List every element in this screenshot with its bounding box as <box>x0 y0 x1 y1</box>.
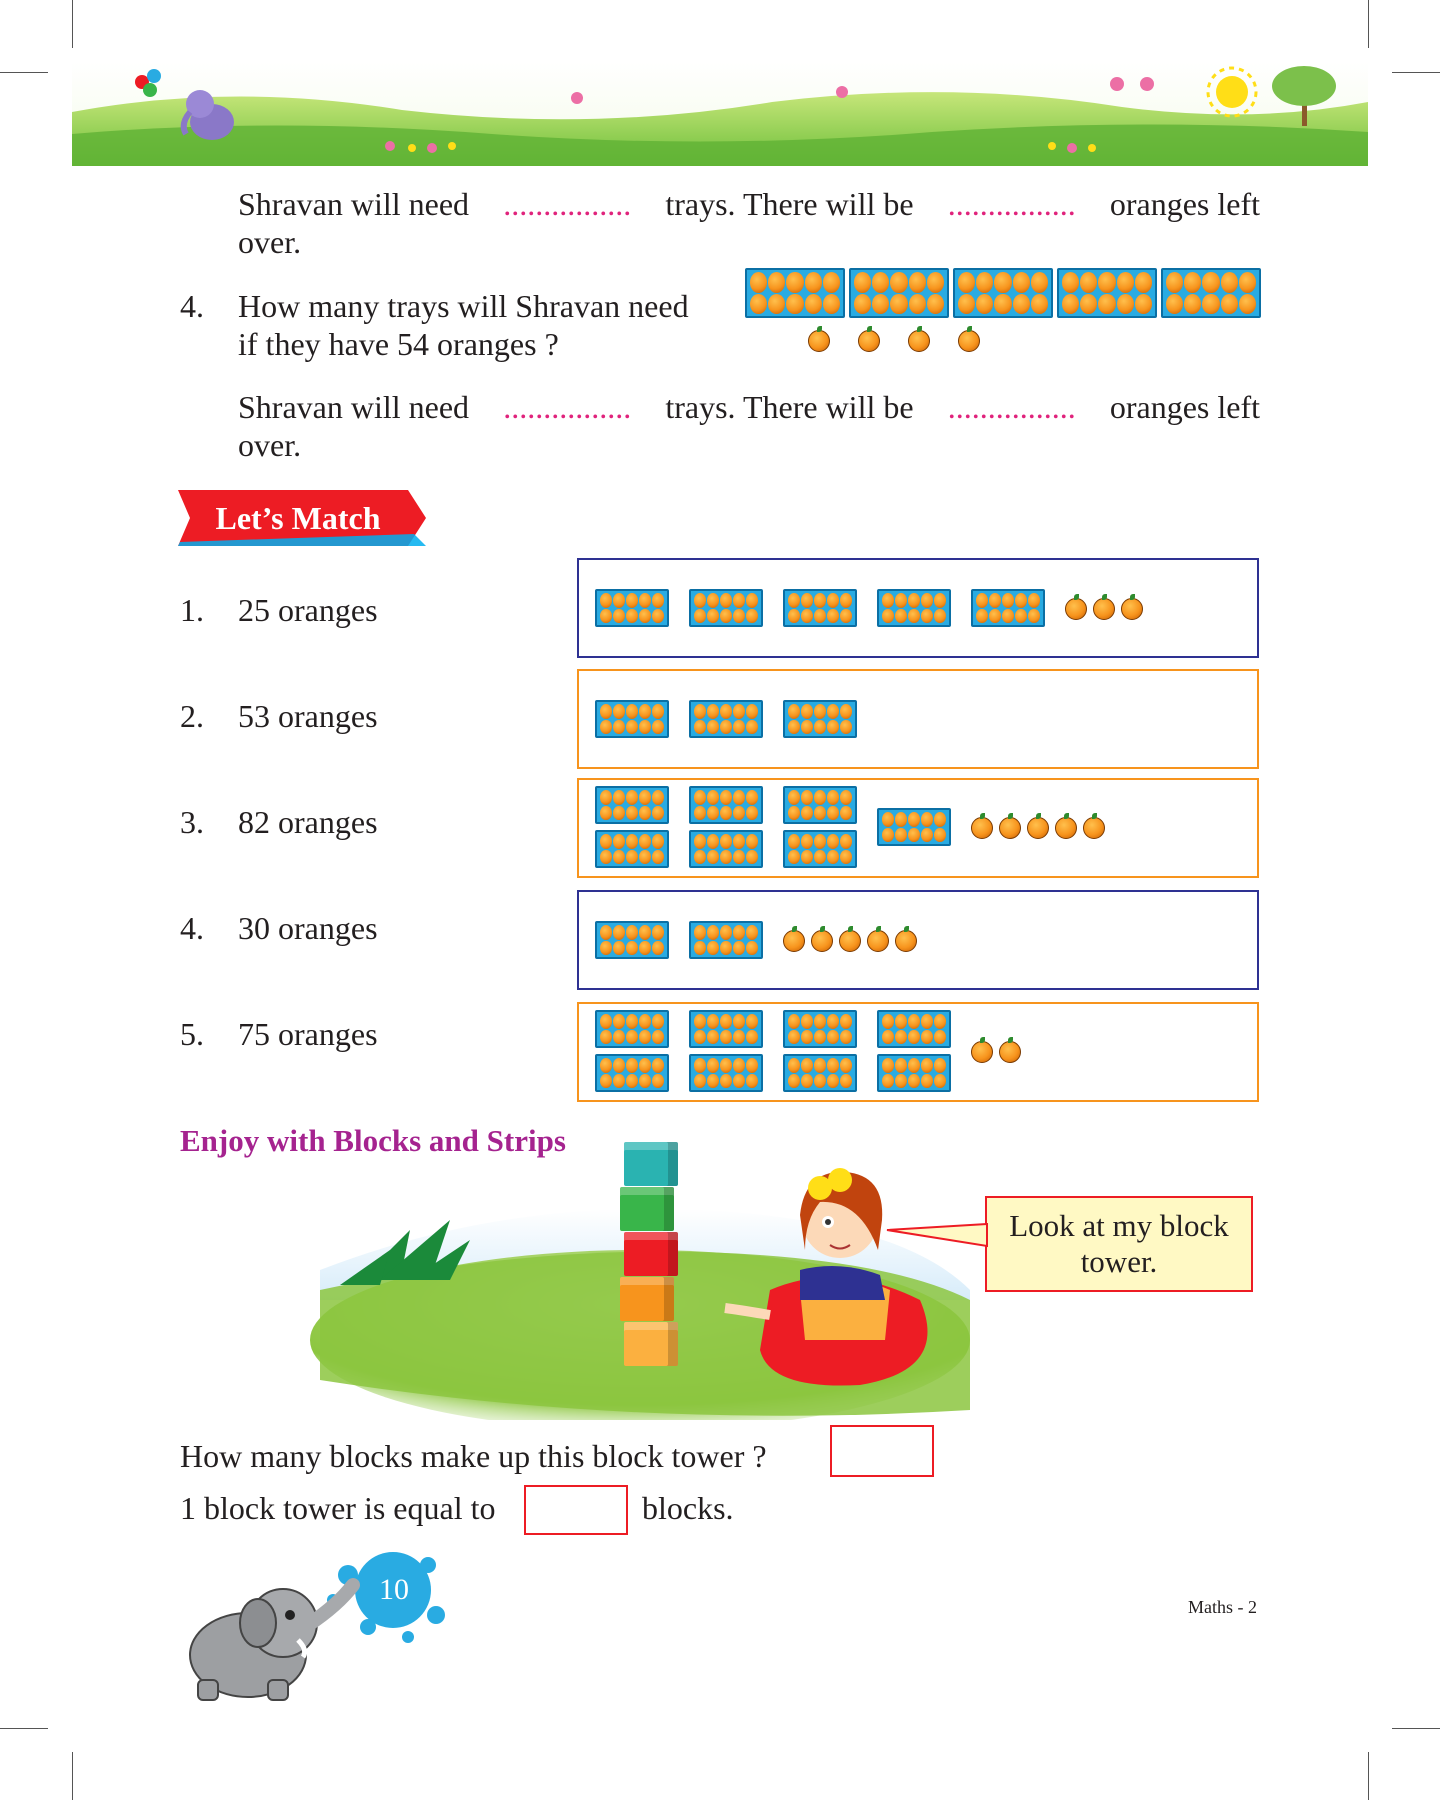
answer-text: Shravan will need <box>238 186 470 222</box>
block-icon <box>624 1322 678 1366</box>
answer-text: Shravan will need <box>238 389 470 425</box>
answer-text: trays. There will be <box>665 389 914 425</box>
speech-text: tower. <box>1080 1244 1158 1279</box>
subject-label: Maths - 2 <box>1188 1597 1257 1617</box>
orange-icon <box>839 930 861 952</box>
answer-box[interactable] <box>524 1485 628 1535</box>
orange-tray-icon <box>783 786 857 824</box>
orange-tray-icon <box>689 1054 763 1092</box>
match-box[interactable] <box>577 669 1259 769</box>
orange-tray-icon <box>1057 268 1157 318</box>
answer-text: oranges left <box>1109 186 1260 222</box>
block-tower-illustration <box>300 1140 980 1420</box>
match-number: 1. <box>180 592 204 628</box>
match-box[interactable] <box>577 890 1259 990</box>
crop-mark <box>72 1752 73 1800</box>
orange-tray-icon <box>877 1010 951 1048</box>
orange-tray-icon <box>953 268 1053 318</box>
answer-box[interactable] <box>830 1425 934 1477</box>
orange-tray-icon <box>783 589 857 627</box>
answer-text: oranges left <box>1109 389 1260 425</box>
q4-answer-line <box>238 388 1260 426</box>
orange-tray-icon <box>595 1010 669 1048</box>
orange-tray-icon <box>689 1010 763 1048</box>
match-item <box>180 592 378 629</box>
orange-tray-icon <box>595 921 669 959</box>
orange-tray-icon <box>783 1010 857 1048</box>
orange-icon <box>811 930 833 952</box>
footer-elephant <box>178 1545 448 1705</box>
orange-icon <box>783 930 805 952</box>
answer-continuation: over. <box>238 224 302 260</box>
orange-icon <box>867 930 889 952</box>
orange-icon <box>999 817 1021 839</box>
orange-icon <box>1055 817 1077 839</box>
q4-tray-strip <box>745 268 1261 320</box>
question-text: How many trays will Shravan need <box>238 288 689 324</box>
page-number: 10 <box>379 1573 409 1606</box>
orange-tray-icon <box>689 830 763 868</box>
orange-icon <box>1121 598 1143 620</box>
crop-mark <box>72 0 73 48</box>
orange-icon <box>971 817 993 839</box>
block-icon <box>624 1232 678 1276</box>
orange-icon <box>1093 598 1115 620</box>
speech-bubble <box>985 1196 1253 1292</box>
answer-continuation: over. <box>238 427 302 463</box>
match-number: 5. <box>180 1016 204 1052</box>
match-label: 53 oranges <box>238 698 378 734</box>
orange-icon <box>808 330 830 352</box>
question-text: 1 block tower is equal to <box>180 1490 496 1526</box>
orange-tray-icon <box>595 786 669 824</box>
orange-tray-icon <box>595 1054 669 1092</box>
match-label: 75 oranges <box>238 1016 378 1052</box>
answer-blank[interactable]: ................ <box>947 389 1076 425</box>
orange-icon <box>1027 817 1049 839</box>
match-label: 82 oranges <box>238 804 378 840</box>
orange-tray-icon <box>971 589 1045 627</box>
question-number: 4. <box>180 288 204 324</box>
match-item <box>180 910 378 947</box>
orange-tray-icon <box>595 830 669 868</box>
speech-pointer <box>885 1218 989 1254</box>
orange-icon <box>858 330 880 352</box>
match-item <box>180 1016 378 1053</box>
orange-tray-icon <box>745 268 845 318</box>
crop-mark <box>1392 1728 1440 1729</box>
block-icon <box>624 1142 678 1186</box>
question-text: blocks. <box>642 1490 734 1526</box>
question-text: if they have 54 oranges ? <box>238 326 559 362</box>
q3-answer-line <box>238 185 1260 223</box>
crop-mark <box>0 72 48 73</box>
orange-tray-icon <box>783 1054 857 1092</box>
orange-icon <box>895 930 917 952</box>
orange-tray-icon <box>689 589 763 627</box>
crop-mark <box>0 1728 48 1729</box>
orange-tray-icon <box>783 830 857 868</box>
orange-tray-icon <box>849 268 949 318</box>
orange-icon <box>958 330 980 352</box>
answer-text: trays. There will be <box>665 186 914 222</box>
orange-tray-icon <box>783 700 857 738</box>
match-number: 3. <box>180 804 204 840</box>
answer-blank[interactable]: ................ <box>503 389 632 425</box>
crop-mark <box>1368 1752 1369 1800</box>
match-item <box>180 698 378 735</box>
match-box[interactable] <box>577 1002 1259 1102</box>
section-title: Enjoy with Blocks and Strips <box>180 1123 566 1158</box>
orange-tray-icon <box>877 1054 951 1092</box>
orange-tray-icon <box>595 589 669 627</box>
header-banner <box>72 62 1368 166</box>
lets-match-heading: Let’s Match <box>215 500 381 536</box>
orange-tray-icon <box>689 700 763 738</box>
orange-icon <box>999 1041 1021 1063</box>
match-number: 4. <box>180 910 204 946</box>
crop-mark <box>1368 0 1369 48</box>
match-label: 25 oranges <box>238 592 378 628</box>
orange-tray-icon <box>595 700 669 738</box>
question-text: How many blocks make up this block tower ? <box>180 1438 767 1474</box>
orange-tray-icon <box>1161 268 1261 318</box>
orange-icon <box>1065 598 1087 620</box>
orange-icon <box>908 330 930 352</box>
orange-tray-icon <box>877 589 951 627</box>
match-item <box>180 804 378 841</box>
lets-match-banner <box>178 490 426 546</box>
orange-tray-icon <box>689 786 763 824</box>
block-icon <box>620 1187 674 1231</box>
match-label: 30 oranges <box>238 910 378 946</box>
answer-blank[interactable]: ................ <box>503 186 632 222</box>
orange-icon <box>971 1041 993 1063</box>
orange-icon <box>1083 817 1105 839</box>
orange-tray-icon <box>877 808 951 846</box>
orange-tray-icon <box>689 921 763 959</box>
block-icon <box>620 1277 674 1321</box>
q4-loose-oranges <box>808 328 1008 354</box>
answer-blank[interactable]: ................ <box>947 186 1076 222</box>
match-box[interactable] <box>577 778 1259 878</box>
crop-mark <box>1392 72 1440 73</box>
elephant-icon <box>190 1585 353 1700</box>
match-number: 2. <box>180 698 204 734</box>
speech-text: Look at my block <box>1009 1208 1229 1243</box>
match-box[interactable] <box>577 558 1259 658</box>
